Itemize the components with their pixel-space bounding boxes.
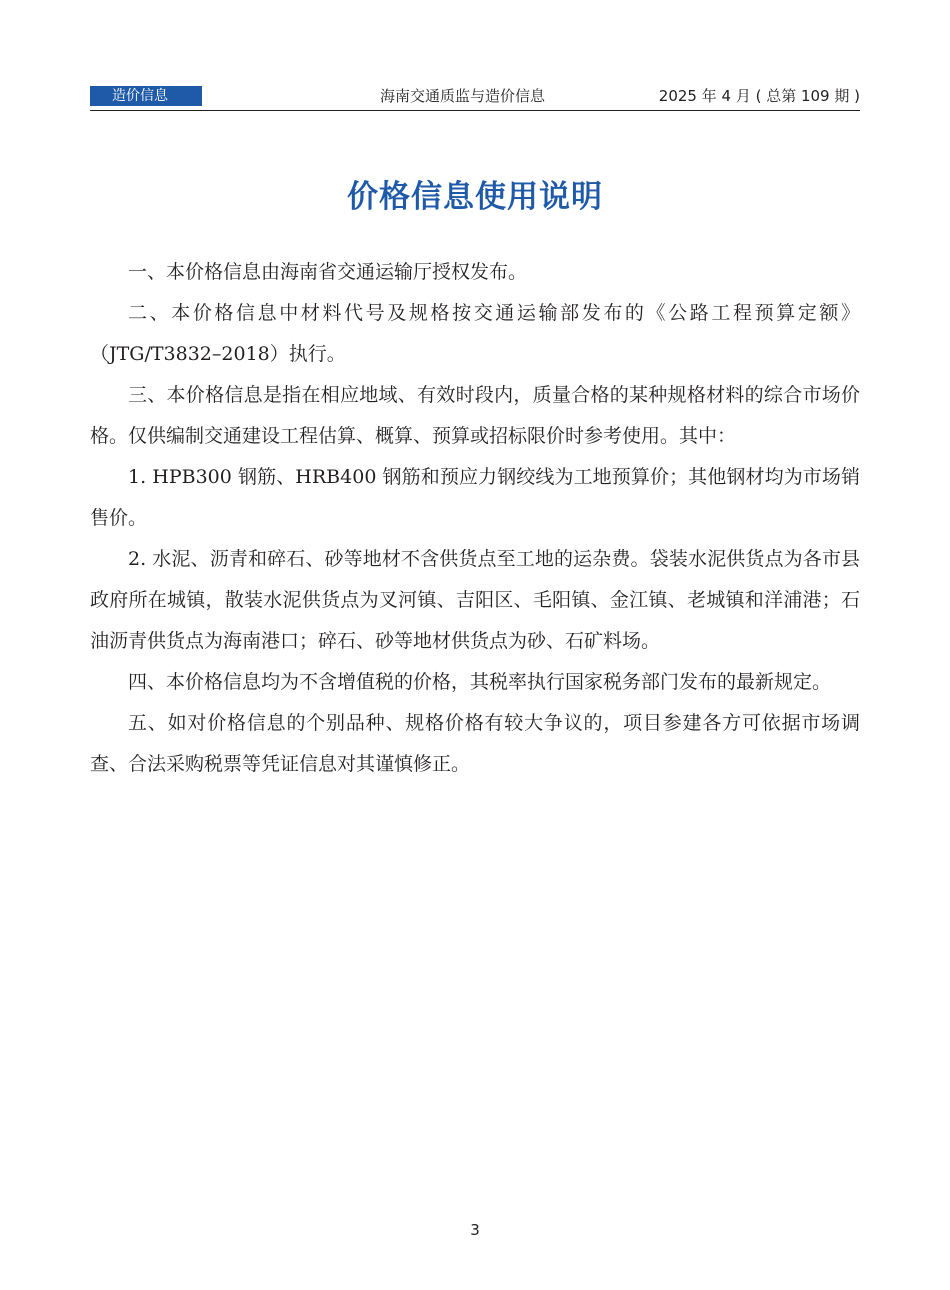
- paragraph-3: 三、本价格信息是指在相应地域、有效时段内，质量合格的某种规格材料的综合市场价格。仅供编制交通建设工程估算、概算、预算或招标限价时参考使用。其中：: [90, 384, 860, 447]
- section-tag: 造价信息: [90, 86, 202, 106]
- journal-name: 海南交通质监与造价信息: [380, 87, 546, 105]
- body-text: [90, 252, 860, 785]
- header-divider: [90, 110, 860, 111]
- issue-info: 2025 年 4 月 ( 总第 109 期 ): [658, 87, 860, 105]
- page-number: 3: [470, 1221, 480, 1239]
- page-header: [90, 86, 860, 108]
- paragraph-1: 一、本价格信息由海南省交通运输厅授权发布。: [128, 261, 528, 283]
- paragraph-4: 1. HPB300 钢筋、HRB400 钢筋和预应力钢绞线为工地预算价；其他钢材均为市场销售价。: [90, 466, 860, 529]
- paragraph-5: 2. 水泥、沥青和碎石、砂等地材不含供货点至工地的运杂费。袋装水泥供货点为各市县政府所在城镇，散装水泥供货点为叉河镇、吉阳区、毛阳镇、金江镇、老城镇和洋浦港；石油沥青供货点为海南港口；碎石、砂等地材供货点为砂、石矿料场。: [90, 548, 860, 652]
- paragraph-6: 四、本价格信息均为不含增值税的价格，其税率执行国家税务部门发布的最新规定。: [128, 671, 832, 693]
- paragraph-7: 五、如对价格信息的个别品种、规格价格有较大争议的，项目参建各方可依据市场调查、合法采购税票等凭证信息对其谨慎修正。: [90, 712, 860, 775]
- paragraph-2: 二、本价格信息中材料代号及规格按交通运输部发布的《公路工程预算定额》（JTG/T3832–2018）执行。: [90, 302, 860, 365]
- page-title: 价格信息使用说明: [347, 178, 603, 215]
